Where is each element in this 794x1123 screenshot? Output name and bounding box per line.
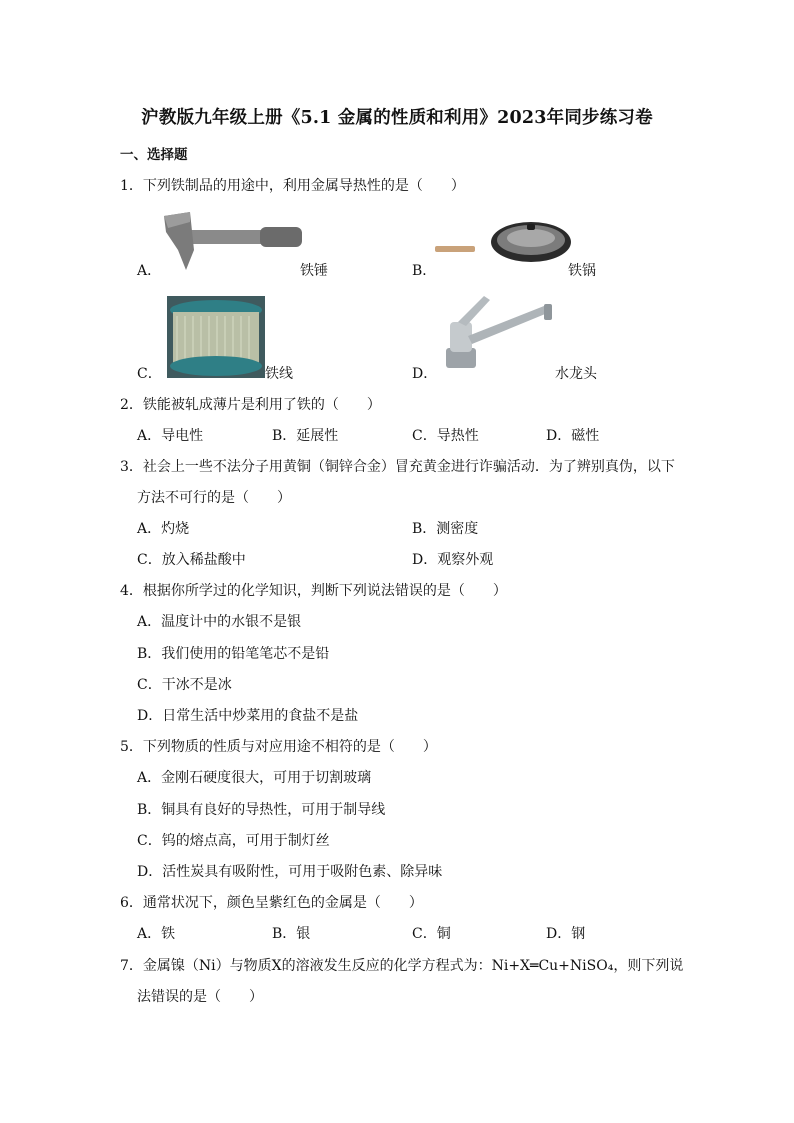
q1-option-a-letter: A． <box>137 263 162 279</box>
q6-option-c: C．铜 <box>412 926 451 942</box>
q4-option-a: A．温度计中的水银不是银 <box>137 614 302 630</box>
q4-option-b: B．我们使用的铅笔笔芯不是铅 <box>137 646 330 662</box>
q3-option-c: C．放入稀盐酸中 <box>137 552 246 568</box>
q3-option-d: D．观察外观 <box>412 552 494 568</box>
question-7-stem-line1: 7．金属镍（Ni）与物质X的溶液发生反应的化学方程式为：Ni+X═Cu+NiSO₄，则下列说 <box>120 958 684 974</box>
q5-option-d: D．活性炭具有吸附性，可用于吸附色素、除异味 <box>137 864 443 880</box>
q6-option-d: D．钢 <box>546 926 586 942</box>
wire-spool-icon <box>167 296 265 378</box>
q3-option-b: B．测密度 <box>412 521 479 537</box>
question-3-stem-line2: 方法不可行的是（ ） <box>137 490 291 506</box>
faucet-icon <box>440 292 556 374</box>
hammer-icon <box>160 210 305 272</box>
q1-option-d-label: 水龙头 <box>555 366 597 382</box>
question-4-stem: 4．根据你所学过的化学知识，判断下列说法错误的是（ ） <box>120 583 507 599</box>
question-1-stem: 1．下列铁制品的用途中，利用金属导热性的是（ ） <box>120 178 465 194</box>
section-heading: 一、选择题 <box>120 147 188 163</box>
question-5-stem: 5．下列物质的性质与对应用途不相符的是（ ） <box>120 739 437 755</box>
page-title: 沪教版九年级上册《5.1 金属的性质和利用》2023年同步练习卷 <box>141 108 653 128</box>
question-6-stem: 6．通常状况下，颜色呈紫红色的金属是（ ） <box>120 895 423 911</box>
q2-option-a: A．导电性 <box>137 428 204 444</box>
q1-option-b-label: 铁锅 <box>568 263 596 279</box>
q5-option-c: C．钨的熔点高，可用于制灯丝 <box>137 833 330 849</box>
q1-option-b-letter: B． <box>412 263 437 279</box>
q2-option-d: D．磁性 <box>546 428 600 444</box>
q6-option-b: B．银 <box>272 926 311 942</box>
q4-option-c: C．干冰不是冰 <box>137 677 232 693</box>
wok-icon <box>433 218 571 264</box>
q2-option-c: C．导热性 <box>412 428 479 444</box>
question-7-stem-line2: 法错误的是（ ） <box>137 989 263 1005</box>
q1-option-c-label: 铁线 <box>265 366 293 382</box>
question-2-stem: 2．铁能被轧成薄片是利用了铁的（ ） <box>120 397 381 413</box>
q3-option-a: A．灼烧 <box>137 521 190 537</box>
q6-option-a: A．铁 <box>137 926 176 942</box>
q1-option-c-letter: C． <box>137 366 162 382</box>
q1-option-a-label: 铁锤 <box>300 263 328 279</box>
question-3-stem-line1: 3．社会上一些不法分子用黄铜（铜锌合金）冒充黄金进行诈骗活动．为了辨别真伪，以下 <box>120 459 675 475</box>
q1-option-d-letter: D． <box>412 366 438 382</box>
q4-option-d: D．日常生活中炒菜用的食盐不是盐 <box>137 708 359 724</box>
q5-option-a: A．金刚石硬度很大，可用于切割玻璃 <box>137 770 372 786</box>
q5-option-b: B．铜具有良好的导热性，可用于制导线 <box>137 802 386 818</box>
q2-option-b: B．延展性 <box>272 428 339 444</box>
